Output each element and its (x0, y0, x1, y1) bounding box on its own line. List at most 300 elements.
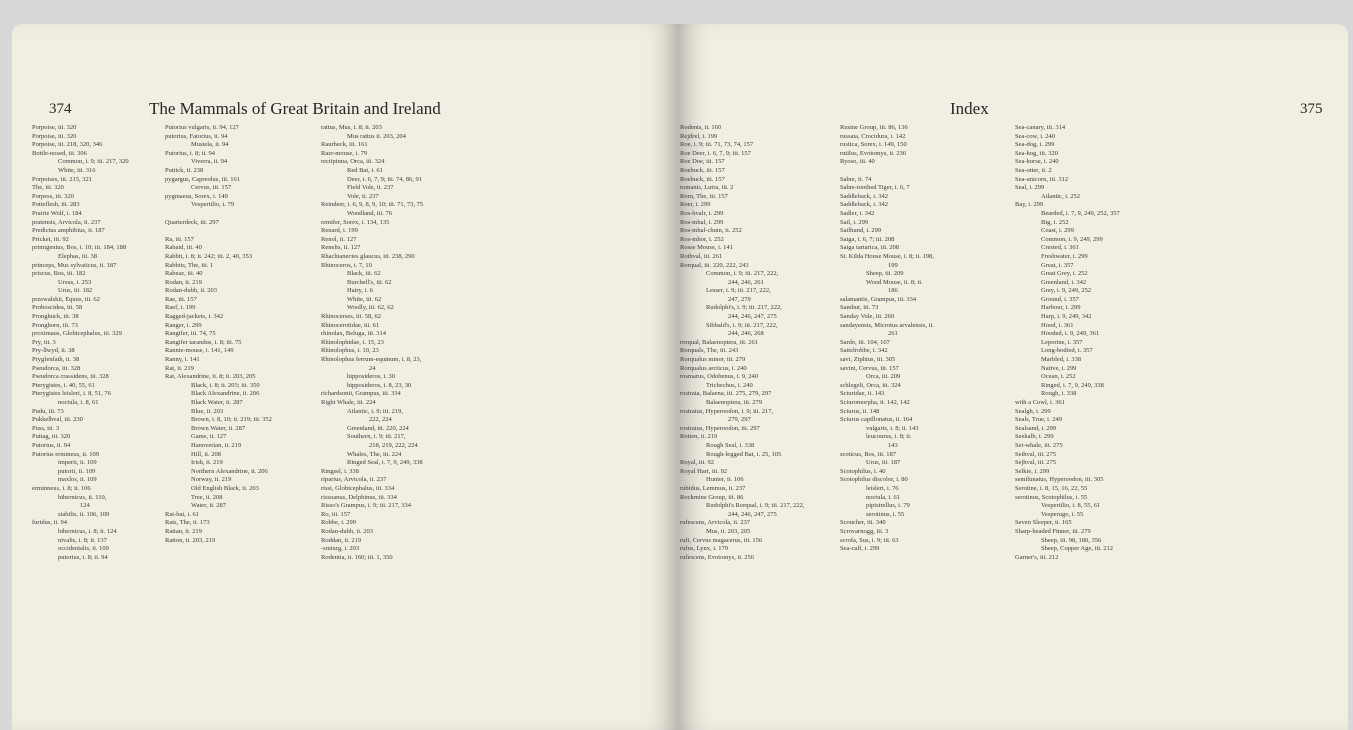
index-entry: Urus, iii. 182 (58, 287, 93, 295)
index-entry: Sabre, ii. 74 (840, 175, 872, 183)
index-entry: primigenius, Bos, i. 10; iii. 184, 188 (32, 244, 127, 252)
index-entry: rostratus, Hyperoodon, iii. 297 (680, 424, 760, 432)
index-entry: Great Grey, i. 252 (1041, 270, 1088, 278)
index-entry: putorii, ii. 109 (58, 467, 96, 475)
index-entry: Sailhund, i. 299 (840, 227, 882, 235)
index-entry: Saiga tartarica, iii. 208 (840, 244, 900, 252)
index-entry: Renelis, ii. 127 (321, 244, 361, 252)
index-entry: Putorius, ii. 94 (32, 441, 71, 449)
index-entry: Renard, i. 199 (321, 227, 358, 235)
index-entry: Prygfenfath, ii. 38 (32, 356, 80, 364)
index-entry: rufescens, Evotomys, ii. 256 (680, 553, 755, 561)
index-entry: noctula, i. 8, 61 (58, 399, 99, 406)
index-entry: Pukkelhval, iii. 230 (32, 416, 83, 424)
index-entry: Rodan-dubh, ii. 203 (321, 527, 373, 535)
index-entry: Reindeer, i. 6, 9, 8, 9, 10; iii. 71, 73, 75 (321, 201, 424, 209)
index-entry: Ro, iii. 157 (321, 510, 351, 518)
index-entry: putorius, Fatorius, ii. 94 (165, 132, 228, 140)
index-entry: Rough, i. 338 (1041, 390, 1077, 398)
index-entry: Rorqualus minor, iii. 279 (680, 356, 746, 364)
index-entry: Ground, i. 357 (1041, 295, 1079, 303)
index-entry: maxlos, ii. 109 (58, 476, 97, 484)
index-entry: rostratus, Hyperoodon, i. 9; iii. 217, (680, 407, 774, 415)
index-entry: rustica, Sorex, i. 149, 150 (840, 141, 907, 149)
index-entry: Garner's, iii. 212 (1015, 553, 1059, 561)
index-entry: Common, i. 9, 249, 299 (1041, 235, 1103, 243)
index-entry: Viverra, ii. 94 (191, 158, 228, 166)
index-entry: Porpoise, iii. 320 (32, 124, 77, 131)
index-entry: Saddleback, i. 342 (840, 201, 889, 209)
index-entry: Right Whale, iii. 224 (321, 399, 376, 406)
index-entry: 244, 246, 247, 275 (728, 510, 777, 518)
left-index-column-2 (165, 124, 272, 545)
index-entry: Field Vole, ii. 237 (347, 184, 394, 192)
index-entry: hipposideros, i. 8, 23, 30 (347, 381, 412, 389)
index-entry: Sea-cow, i. 240 (1015, 132, 1056, 140)
index-entry: richardsonii, Grampus, iii. 334 (321, 390, 401, 398)
index-entry: Roe Doe, iii. 157 (680, 158, 725, 166)
index-entry: Ros-mhal-chuin, ii. 252 (680, 227, 742, 235)
index-entry: serotinus, Scotophilus, i. 55 (1015, 493, 1088, 501)
index-entry: sandayensis, Microtus arvalensis, ii. (840, 321, 934, 329)
index-entry: Elephas, iii. 38 (58, 252, 97, 260)
index-entry: Sea-unicorn, iii. 312 (1015, 175, 1069, 183)
index-entry: stabilis, ii. 106, 109 (58, 510, 110, 518)
index-entry: Hanoverian, ii. 219 (191, 441, 242, 449)
index-entry: Sciuridae, ii. 143 (840, 390, 885, 398)
index-entry: Sealgh, i. 299 (1015, 407, 1051, 415)
index-entry: Razr-mouse, i. 79 (321, 149, 368, 157)
index-entry: Leporine, i. 357 (1041, 338, 1083, 346)
index-entry: Rosse Mouse, i. 141 (680, 244, 733, 252)
index-entry: Sei-whale, iii. 275 (1015, 441, 1063, 449)
index-entry: Sea-hog, iii. 320 (1015, 149, 1058, 157)
index-entry: semilunatus, Hyperoodon, iii. 305 (1015, 476, 1104, 484)
index-entry: savi, Ziphius, iii. 305 (840, 356, 896, 364)
index-entry: Rough Seal, i. 338 (706, 441, 755, 449)
index-entry: furidus, ii. 94 (32, 519, 68, 527)
index-entry: Sheep, iii. 209 (866, 270, 904, 278)
index-entry: Norway, ii. 219 (191, 476, 232, 484)
index-entry: Porpoise, iii. 320 (32, 132, 77, 140)
index-entry: Southern, i. 9; iii. 217, (347, 433, 406, 441)
index-entry: 261 (888, 330, 898, 338)
index-entry: Sadler, i. 342 (840, 209, 875, 217)
index-entry: Sea-horse, i. 240 (1015, 158, 1059, 166)
index-entry: scrofa, Sus, i. 9; iii. 63 (840, 536, 899, 544)
index-entry: Seven Sleeper, ii. 165 (1015, 519, 1072, 527)
right-page-number: 375 (1300, 101, 1323, 117)
index-entry: Old English Black, ii. 203 (191, 484, 259, 492)
index-entry: Ringed Seal, i. 7, 9, 249, 338 (347, 459, 423, 467)
index-entry: occidentalis, ii. 109 (58, 545, 109, 553)
index-entry (840, 167, 934, 176)
index-entry: Pronghorn, iii. 73 (32, 321, 78, 329)
index-entry: Hairy, i. 6 (347, 287, 373, 295)
index-entry: 24 (369, 364, 376, 372)
index-entry: Long-bodied, i. 357 (1041, 347, 1093, 355)
index-entry: hipposideros, i. 30 (347, 373, 396, 381)
index-entry: Lesser, i. 9; iii. 217, 222, (706, 287, 771, 295)
index-entry: Rangifer tarandus, i. 8; iii. 75 (165, 338, 242, 346)
right-page (678, 24, 1348, 730)
index-entry: Selkie, i. 299 (1015, 467, 1050, 475)
index-entry: hibernicus, i. 8; ii. 124 (58, 527, 117, 535)
index-entry: Rabaid, iii. 40 (165, 244, 202, 252)
index-entry: Rannie-mouse, i. 141, 149 (165, 347, 234, 355)
index-entry: Potteflesh, iii. 283 (32, 201, 80, 209)
index-entry: Scotophilus, i. 40 (840, 467, 886, 475)
index-entry: Common, i. 9; iii. 217, 320 (58, 158, 129, 166)
index-entry: rutilus, Evotomys, ii. 236 (840, 149, 907, 157)
index-entry: Ursus, i. 253 (58, 278, 92, 286)
index-entry: Rodan, ii. 219 (165, 278, 202, 286)
index-entry: Rats, The, ii. 173 (165, 519, 210, 527)
index-entry: Hunter, ii. 106 (706, 476, 744, 484)
index-entry: Vespertilio, i. 8, 55, 61 (1041, 502, 1101, 510)
index-entry: imperii, ii. 109 (58, 459, 97, 467)
index-entry: rhinolax, Beluga, iii. 314 (321, 330, 386, 338)
index-entry: priscus, Bos, iii. 182 (32, 270, 86, 278)
index-entry: rosmarus, Odobenus, i. 9, 240 (680, 373, 758, 381)
index-entry: Bottle-nosed, iii. 306 (32, 149, 87, 157)
index-entry: Rabbits, The, iii. 1 (165, 261, 214, 269)
index-entry: Harbour, i. 299 (1041, 304, 1081, 312)
index-entry: Royal Hart, iii. 92 (680, 467, 728, 475)
index-entry (165, 227, 272, 236)
index-entry: Marbled, i. 338 (1041, 356, 1082, 364)
index-entry: Pry, iii. 3 (32, 338, 56, 346)
index-entry: pygmaeus, Sorex, i. 149 (165, 192, 228, 200)
index-entry: romanis, Lutra, iii. 2 (680, 184, 734, 192)
index-entry: Rattan, ii. 219 (165, 527, 202, 535)
index-entry: Predictus amphibius, ii. 187 (32, 227, 105, 235)
index-entry: Rodents, ii. 160 (680, 124, 722, 131)
index-entry: Rhinolophidae, i. 15, 23 (321, 338, 384, 346)
index-entry: salamantis, Grampus, iii. 334 (840, 295, 917, 303)
index-entry: Sea-dog, i. 299 (1015, 141, 1055, 149)
index-entry: 279, 297 (728, 416, 751, 424)
index-entry: Rudolphi's, i. 9; iii. 217, 222, (706, 304, 782, 312)
index-entry: White, iii. 316 (58, 166, 96, 174)
index-entry: Rhinocerses, iii. 58, 62 (321, 313, 381, 321)
index-entry: Ratton, ii. 203, 219 (165, 536, 216, 544)
index-entry: nivalis, i. 8; ii. 137 (58, 536, 107, 544)
index-entry: erminneus, i. 8; ii. 106 (32, 484, 91, 492)
index-entry: Sciurus capillonatus, ii. 164 (840, 416, 913, 424)
index-entry: Rodentia, ii. 160; iii. 1, 350 (321, 553, 393, 561)
index-entry: Rabbit, i. 8; ii. 242; iii. 2, 40, 353 (165, 252, 253, 260)
index-entry: Puttag, iii. 320 (32, 433, 71, 441)
index-entry: Rusine Group, iii. 86, 136 (840, 124, 908, 131)
index-entry: 244, 246, 268 (728, 330, 764, 338)
index-entry: Puttick, ii. 238 (165, 166, 204, 174)
index-entry: Sealsand, i. 299 (1015, 424, 1057, 432)
index-entry: Blue, ii. 203 (191, 407, 224, 415)
index-entry: Sattelrobbe, i. 342 (840, 347, 888, 355)
index-entry: rissi, Globicephalus, iii. 334 (321, 484, 395, 492)
index-entry: Hooded, i. 9, 249, 361 (1041, 330, 1100, 338)
index-entry: Scoucher, iii. 340 (840, 519, 886, 527)
index-entry: Mus, ii. 203, 205 (706, 527, 751, 535)
index-entry: Rhinocerotidae, iii. 61 (321, 321, 380, 329)
right-running-title: Index (950, 99, 989, 118)
index-entry: Puss, iii. 3 (32, 424, 60, 432)
index-entry: hibernicus, ii. 110, (58, 493, 107, 501)
index-entry: Raurheck, iii. 161 (321, 141, 368, 149)
index-entry: Sea-calf, i. 299 (840, 545, 880, 553)
index-entry: Rorqualus arcticus, i. 240 (680, 364, 747, 372)
index-entry: Rhinoceros, i. 7, 10 (321, 261, 372, 269)
index-entry: Sciuromorpha, ii. 142, 142 (840, 399, 910, 406)
index-entry: pratensis, Arvicola, ii. 237 (32, 218, 101, 226)
index-entry: Porpess, iii. 320 (32, 192, 74, 200)
index-entry: Woolly, iii. 62, 62 (347, 304, 394, 312)
index-entry: proximaus, Globicephalus, iii. 329 (32, 330, 122, 338)
left-page-number: 374 (49, 101, 72, 117)
index-entry: Bearded, i. 7, 9, 249, 252, 357 (1041, 209, 1120, 217)
index-entry: leisleri, i. 76 (866, 484, 899, 492)
index-entry: Water, ii. 287 (191, 502, 226, 510)
index-entry: Urus, iii. 187 (866, 459, 901, 467)
index-entry: Crested, i. 361 (1041, 244, 1079, 252)
index-entry: Red Bat, i. 61 (347, 166, 383, 174)
index-entry: Seals, True, i. 249 (1015, 416, 1062, 424)
index-entry: 199 (888, 261, 898, 269)
index-entry: Roebuck, iii. 157 (680, 175, 725, 183)
index-entry: rattus, Mus, i. 8; ii. 203 (321, 124, 382, 131)
index-entry: Native, i. 299 (1041, 364, 1077, 372)
index-entry: Atlantic, i. 252 (1041, 192, 1080, 200)
index-entry: riparius, Arvicola, ii. 237 (321, 476, 387, 484)
index-entry: -smiurg, i. 203 (321, 545, 360, 553)
index-entry: 218, 219, 222, 224 (369, 441, 418, 449)
index-entry: rufescens, Arvicola, ii. 237 (680, 519, 751, 527)
index-entry: Ringed, i. 7, 9, 249, 338 (1041, 381, 1104, 389)
index-entry: Pry-llwyd, ii. 38 (32, 347, 75, 355)
index-entry: Rhinolophus ferrum-equinum, i. 8, 23, (321, 356, 422, 364)
index-entry: Greenland, i. 342 (1041, 278, 1087, 286)
index-entry: Seihval, iii. 275 (1015, 450, 1057, 458)
index-entry: vulgaris, i. 8; ii. 143 (866, 424, 919, 432)
index-entry: Prairie Wolf, i. 184 (32, 209, 82, 217)
index-entry: Black Alexandrine, ii. 206 (191, 390, 260, 398)
index-entry: Burchell's, iii. 62 (347, 278, 392, 286)
index-entry: Rorn, The, iii. 157 (680, 192, 728, 200)
index-entry: Pricket, iii. 92 (32, 235, 69, 243)
index-entry: Rockmine Group, iii. 86 (680, 493, 744, 501)
index-entry: Cervus, iii. 157 (191, 184, 232, 192)
index-entry: Ros-mhal, i. 299 (680, 218, 724, 226)
index-entry: 222, 224 (369, 416, 392, 424)
index-entry: Grey, i. 9, 249, 252 (1041, 287, 1092, 295)
index-entry: Freshwater, i. 299 (1041, 252, 1088, 260)
index-entry: rubidus, Lemmus, ii. 237 (680, 484, 746, 492)
index-entry: Rejdrel, i. 199 (680, 132, 718, 140)
index-entry: Ocean, i. 252 (1041, 373, 1076, 381)
index-entry: pygargus, Capreolus, iii. 161 (165, 175, 240, 183)
index-entry: przewalskii, Equus, iii. 62 (32, 295, 100, 303)
index-entry: Ranger, i. 299 (165, 321, 202, 329)
left-page (12, 24, 678, 730)
index-entry: Common, i. 9; iii. 217, 222, (706, 270, 779, 278)
index-entry: Hood, i. 361 (1041, 321, 1074, 329)
index-entry: princeps, Mus sylvaticus, ii. 187 (32, 261, 117, 269)
right-index-column-1 (680, 124, 805, 562)
index-entry: Black Water, ii. 287 (191, 399, 243, 406)
index-entry: Ranny, i. 141 (165, 356, 200, 364)
index-entry: Mustela, ii. 94 (191, 141, 229, 149)
index-entry: Big, i. 252 (1041, 218, 1069, 226)
index-entry: Rhachianectes glaucus, iii. 238, 290 (321, 252, 415, 260)
index-entry: scoticus, Bos, iii. 187 (840, 450, 896, 458)
index-entry: rufus, Lynx, i. 179 (680, 545, 729, 553)
index-entry: Scrovarnogg, iii. 3 (840, 527, 889, 535)
index-entry: Sibbald's, i. 9; iii. 217, 222, (706, 321, 778, 329)
index-entry: Quarterdeck, iii. 297 (165, 218, 219, 226)
index-entry: Woodland, iii. 76 (347, 209, 392, 217)
index-entry: Pronghuck, iii. 38 (32, 313, 79, 321)
index-entry: Pseudorca, iii. 328 (32, 364, 81, 372)
index-entry: russata, Crocidura, i. 142 (840, 132, 906, 140)
index-entry: Northern Alexandrine, ii. 206 (191, 467, 268, 475)
index-entry: Black, iii. 62 (347, 270, 381, 278)
index-entry: 244, 246, 261 (728, 278, 764, 286)
index-entry: Pterygistes, i. 40, 55, 61 (32, 381, 95, 389)
index-entry: Rothval, iii. 261 (680, 252, 723, 260)
index-entry: Rabeaz, iii. 40 (165, 270, 203, 278)
index-entry: Game, ii. 127 (191, 433, 227, 441)
index-entry: Vesperugo, i. 55 (1041, 510, 1084, 518)
index-entry: noctula, i. 61 (866, 493, 900, 501)
index-entry: Roe, i. 9; iii. 71, 73, 74, 157 (680, 141, 754, 149)
index-entry: Ra, iii. 157 (165, 235, 194, 243)
index-entry: White, iii. 62 (347, 295, 382, 303)
index-entry: Sharp-headed Finner, iii. 279 (1015, 527, 1091, 535)
right-index-column-3 (1015, 124, 1120, 562)
index-entry: remifer, Sorex, i. 134, 135 (321, 218, 390, 226)
index-entry: Tree, ii. 208 (191, 493, 223, 501)
index-entry: rorqual, Balaenoptera, iii. 261 (680, 338, 758, 346)
index-entry: Pterygistes leisleri, i. 8, 51, 76 (32, 390, 111, 398)
index-entry: Sea-canary, iii. 314 (1015, 124, 1066, 131)
index-entry: Pseudorca crassidens, iii. 328 (32, 373, 109, 381)
index-entry: Ragged-jackets, i. 342 (165, 313, 224, 321)
index-entry: Harp, i. 9, 249, 342 (1041, 313, 1092, 321)
index-entry: Robbe, i. 299 (321, 519, 357, 527)
index-entry: rufi, Cervus magacerus, iii. 156 (680, 536, 763, 544)
index-entry: Hill, ii. 208 (191, 450, 221, 458)
index-entry: Rodan-dubh, ii. 203 (165, 287, 217, 295)
index-entry: Roe Deer, i. 6, 7, 9; iii. 157 (680, 149, 751, 157)
index-entry: Brown Water, ii. 287 (191, 424, 246, 432)
index-entry: Roebuck, iii. 157 (680, 166, 725, 174)
index-entry: 186 (888, 287, 898, 295)
index-entry: Raef, i. 199 (165, 304, 196, 312)
index-entry: Rotten, ii. 219 (680, 433, 718, 441)
index-entry: Black, i. 8; ii. 203; iii. 350 (191, 381, 260, 389)
index-entry: Serotine, i. 8, 15, 16, 22, 55 (1015, 484, 1088, 492)
index-entry: Putorius ermineus, ii. 109 (32, 450, 99, 458)
index-entry: Sheep, iii. 98, 180, 356 (1041, 536, 1102, 544)
right-index-column-2 (840, 124, 934, 554)
index-entry: Orca, iii. 209 (866, 373, 901, 381)
index-entry: rissoanus, Delphinus, iii. 334 (321, 493, 397, 501)
index-entry: Atlantic, i. 9; iii. 219, (347, 407, 403, 415)
index-entry: Rough-legged Bat, i. 25, 105 (706, 450, 782, 458)
index-entry: The, iii. 320 (32, 184, 64, 192)
index-entry: Brown, i. 8, 10; ii. 219; iii. 352 (191, 416, 272, 424)
index-entry: 247, 279 (728, 295, 751, 303)
index-entry: Renol, ii. 127 (321, 235, 357, 243)
index-entry: Sciurus, ii. 148 (840, 407, 880, 415)
index-entry: St. Kilda House Mouse, i. 8; ii. 198, (840, 252, 934, 260)
left-running-title: The Mammals of Great Britain and Ireland (149, 99, 441, 118)
index-entry: Sejhval, iii. 275 (1015, 459, 1057, 467)
index-entry: Seal, i. 299 (1015, 184, 1045, 192)
index-entry: 124 (80, 502, 90, 510)
index-entry: Rat-bat, i. 61 (165, 510, 199, 518)
index-entry: with a Cowl, i. 361 (1015, 399, 1065, 406)
index-entry: Rorqual, iii. 220, 222, 243 (680, 261, 749, 269)
index-entry: serotinus, i. 55 (866, 510, 905, 518)
index-entry: Irish, ii. 219 (191, 459, 223, 467)
index-entry: Sheep, Copper Age, iii. 212 (1041, 545, 1114, 553)
index-entry: rectipinna, Orca, iii. 324 (321, 158, 385, 166)
index-entry: Sanday Vole, iii. 260 (840, 313, 895, 321)
index-entry: Whales, The, iii. 224 (347, 450, 402, 458)
index-entry (165, 210, 272, 219)
index-entry: Sail, i. 299 (840, 218, 869, 226)
index-entry: Sambur, iii. 73 (840, 304, 879, 312)
index-entry: schlegeli, Orca, iii. 324 (840, 381, 901, 389)
index-entry: Putorius, i. 8; ii. 94 (165, 149, 216, 157)
index-entry: Rat, Alexandrine, ii. 8; ii. 203, 205 (165, 373, 256, 381)
index-entry: 143 (888, 441, 898, 449)
index-entry: Ros-mhor, i. 252 (680, 235, 724, 243)
index-entry: Great, i. 357 (1041, 261, 1074, 269)
index-entry: Rudolphi's Rorqual, i. 9; iii. 217, 222, (706, 502, 805, 510)
index-entry: Rorquals, The, iii. 243 (680, 347, 739, 355)
index-entry: Ryoso, iii. 40 (840, 158, 875, 166)
index-entry: Bay, i. 299 (1015, 201, 1044, 209)
index-entry: Ringsel, i. 338 (321, 467, 359, 475)
index-entry: Mus rattus ii. 203, 204 (347, 132, 406, 140)
index-entry: Rae, iii. 157 (165, 295, 197, 303)
index-entry: Sea-otter, ii. 2 (1015, 166, 1052, 174)
index-entry: Royal, iii. 92 (680, 459, 714, 467)
left-index-column-1 (32, 124, 129, 562)
index-entry: Saddleback, i. 342 (840, 192, 889, 200)
index-entry: Deer, i. 6, 7, 9; iii. 74, 86, 91 (347, 175, 423, 183)
index-entry: Coast, i. 299 (1041, 227, 1074, 235)
index-entry: Sabre-toothed Tiger, i. 6, 7 (840, 184, 910, 192)
index-entry: Roddan, ii. 219 (321, 536, 362, 544)
left-index-column-3 (321, 124, 423, 562)
index-entry: Roer, i. 299 (680, 201, 711, 209)
index-entry: Sardo, iii. 104, 107 (840, 338, 890, 346)
index-entry: Saiga, i. 6, 7; iii. 208 (840, 235, 895, 243)
index-entry: Greenland, iii. 220, 224 (347, 424, 409, 432)
index-entry: Risso's Grampus, i. 9; iii. 217, 334 (321, 502, 412, 510)
index-entry: Wood Mouse, ii. 8; ii. (866, 278, 923, 286)
index-entry: 244, 246, 247, 275 (728, 313, 777, 321)
index-entry: Proboscidea, iii. 58 (32, 304, 83, 312)
index-entry: Porpoises, iii. 215, 321 (32, 175, 92, 183)
index-entry: Vespertilio, i. 79 (191, 201, 234, 209)
index-entry: putorius, i. 8; ii. 94 (58, 553, 108, 561)
index-entry: Rat, ii. 219 (165, 364, 194, 372)
